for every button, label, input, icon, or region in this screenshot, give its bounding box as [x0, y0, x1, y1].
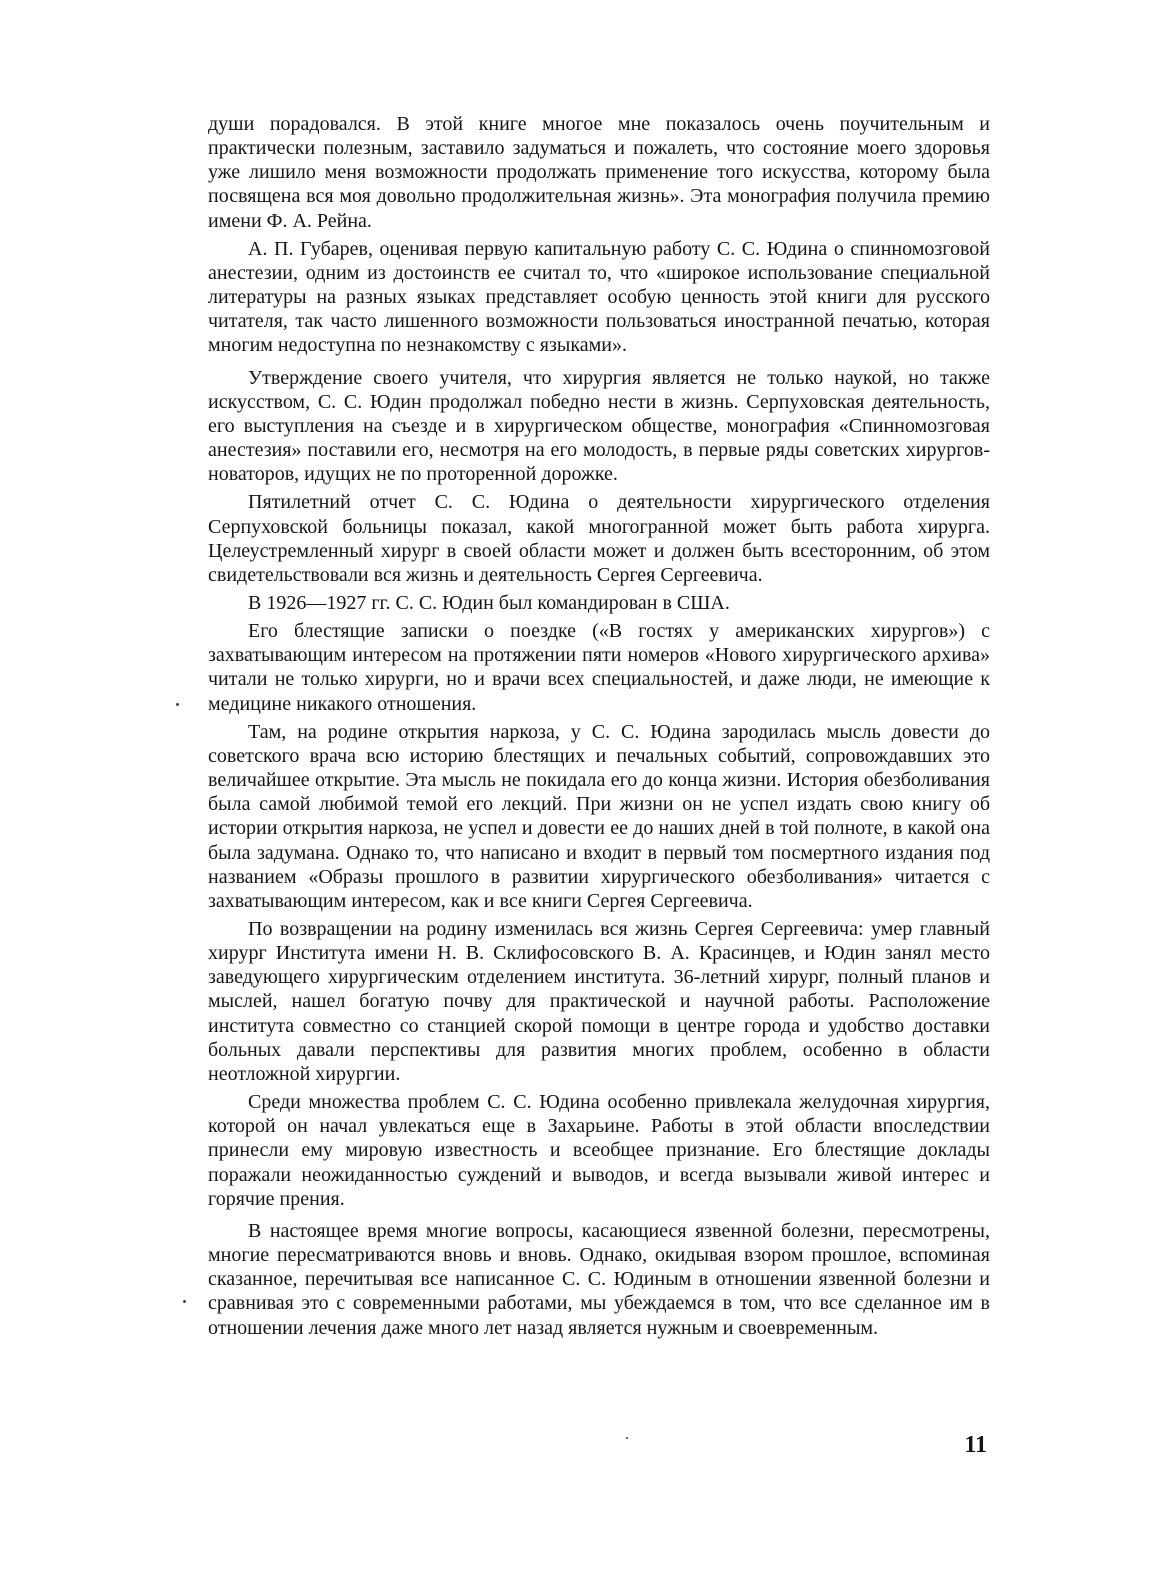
paragraph-9: Среди множества проблем С. С. Юдина особенно привлекала желудочная хирургия, которой он начал увлекаться еще в Захарьине. Работы в этой области впоследствии принесли ему мировую известность и всеобщее признание. Его блестящие доклады поражали неожиданностью суждений и выводов, и всегда вызывали живой интерес и горячие прения. — [208, 1091, 990, 1210]
scan-speck — [176, 703, 179, 706]
body-text — [208, 112, 990, 1344]
scan-speck — [626, 1437, 628, 1439]
page-number: 11 — [964, 1432, 987, 1458]
paragraph-3: Утверждение своего учителя, что хирургия является не только наукой, но также искусством, С. С. Юдин продолжал победно нести в жизнь. Серпуховская деятельность, его выступления на съезде и в хирургическом обществе, монография «Спинномозговая анестезия» поставили его, несмотря на его молодость, в первые ряды советских хирургов-новаторов, идущих не по проторенной дорожке. — [208, 366, 990, 486]
paragraph-10: В настоящее время многие вопросы, касающиеся язвенной болезни, пересмотрены, многие пересматриваются вновь и вновь. Однако, окидывая взором прошлое, вспоминая сказанное, перечитывая все написанное С. С. Юдиным в отношении язвенной болезни и сравнивая это с современными работами, мы убеждаемся в том, что все сделанное им в отношении лечения даже много лет назад является нужным и своевременным. — [208, 1219, 990, 1339]
paragraph-2: А. П. Губарев, оценивая первую капитальную работу С. С. Юдина о спинномозговой анестезии, одним из достоинств ее считал то, что «широкое использование специальной литературы на разных языках представляет особую ценность этой книги для русского читателя, так часто лишенного возможности пользоваться иностранной печатью, которая многим недоступна по незнакомству с языками». — [208, 237, 990, 357]
paragraph-1: души порадовался. В этой книге многое мне показалось очень поучительным и практически полезным, заставило задуматься и пожалеть, что состояние моего здоровья уже лишило меня возможности продолжать применение того искусства, которому была посвящена вся моя довольно продолжительная жизнь». Эта монография получила премию имени Ф. А. Рейна. — [208, 113, 990, 232]
scan-speck — [183, 1300, 186, 1303]
paragraph-5: В 1926—1927 гг. С. С. Юдин был командирован в США. — [248, 591, 730, 614]
paragraph-7: Там, на родине открытия наркоза, у С. С. Юдина зародилась мысль довести до советского врача всю историю блестящих и печальных событий, сопровождавших это величайшее открытие. Эта мысль не покидала его до конца жизни. История обезболивания была самой любимой темой его лекций. При жизни он не успел издать свою книгу об истории открытия наркоза, не успел и довести ее до наших дней в той полноте, в какой она была задумана. Однако то, что написано и входит в первый том посмертного издания под названием «Образы прошлого в развитии хирургического обезболивания» читается с захватывающим интересом, как и все книги Сергея Сергеевича. — [208, 720, 990, 912]
paragraph-6: Его блестящие записки о поездке («В гостях у американских хирургов») с захватывающим интересом на протяжении пяти номеров «Нового хирургического архива» читали не только хирурги, но и врачи всех специальностей, и даже люди, не имеющие к медицине никакого отношения. — [208, 620, 990, 715]
paragraph-4: Пятилетний отчет С. С. Юдина о деятельности хирургического отделения Серпуховской больницы показал, какой многогранной может быть работа хирурга. Целеустремленный хирург в своей области может и должен быть всесторонним, об этом свидетельствовали вся жизнь и деятельность Сергея Сергеевича. — [208, 491, 990, 586]
paragraph-8: По возвращении на родину изменилась вся жизнь Сергея Сергеевича: умер главный хирург Института имени Н. В. Склифосовского В. А. Красинцев, и Юдин занял место заведующего хирургическим отделением института. 36-летний хирург, полный планов и мыслей, нашел богатую почву для практической и научной работы. Расположение института совместно со станцией скорой помощи в центре города и удобство доставки больных давали перспективы для развития многих проблем, особенно в области неотложной хирургии. — [208, 918, 990, 1085]
